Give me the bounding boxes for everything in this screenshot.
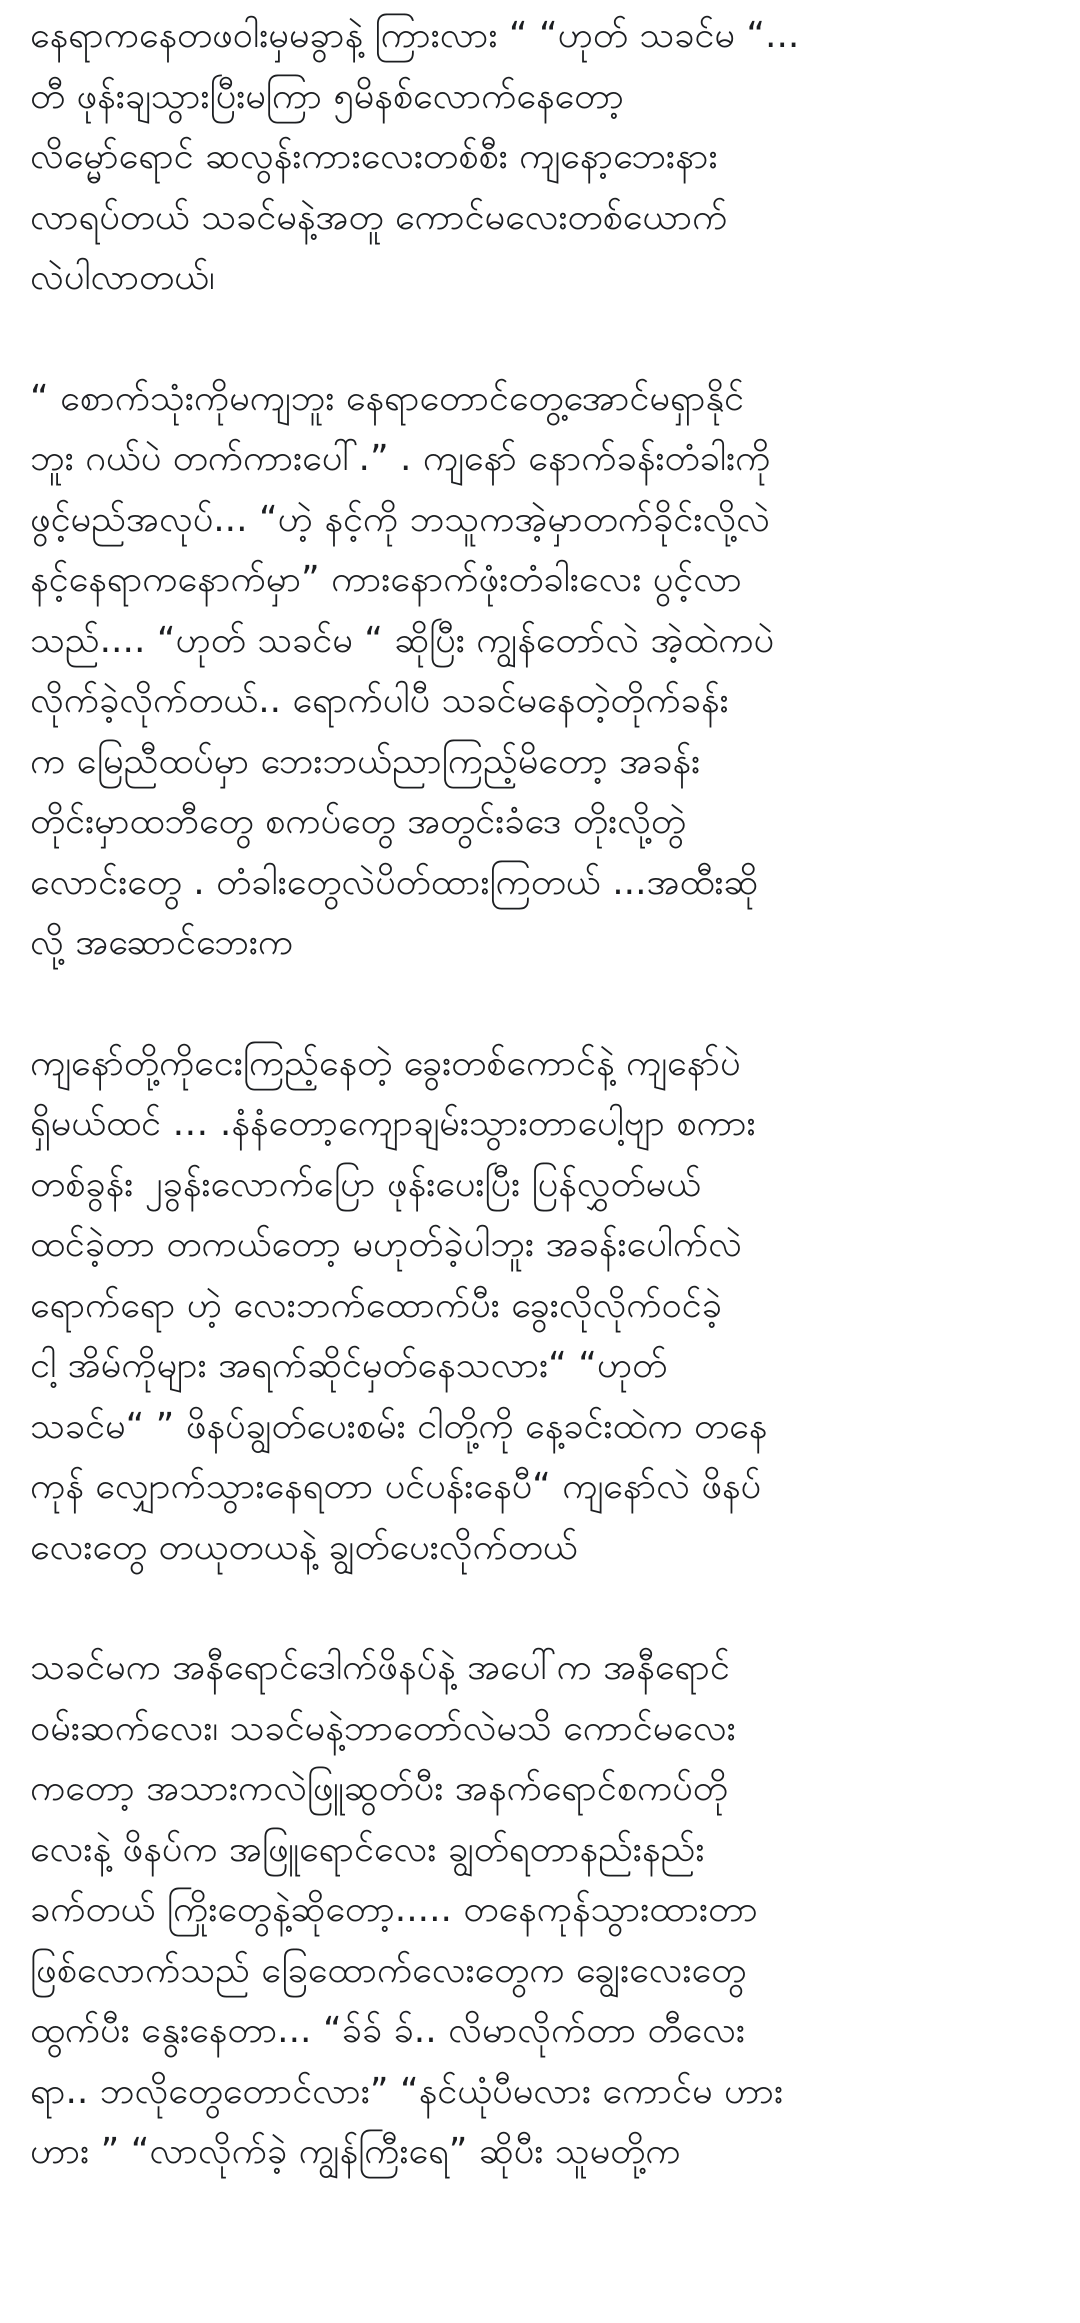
text-line: ထွက်ပီး နွေးနေတာ... “ခ်ခ် ခ်.. လိမာလိုက်တာ တီလေး: [30, 2010, 745, 2051]
text-line: ဖွင့်မည်အလုပ်... “ဟဲ့ နင့်ကို ဘသူကအဲ့မှာတက်ခိုင်းလို့လဲ: [30, 498, 770, 540]
paragraph: [30, 1638, 1050, 2183]
text-line: တီ ဖုန်းချသွားပြီးမကြာ ၅မိနစ်လောက်နေတော့: [30, 75, 624, 117]
text-line: လာရပ်တယ် သခင်မနဲ့အတူ ကောင်မလေးတစ်ယောက်: [30, 196, 728, 238]
text-line: ရာ.. ဘလိုတွေတောင်လား” “နင်ယုံပီမလား ကောင်မ ဟား: [30, 2070, 784, 2112]
text-line: လေးနဲ့ ဖိနပ်က အဖြူရောင်လေး ချွတ်ရတာနည်းနည်း: [30, 1828, 705, 1870]
paragraph: [30, 1034, 1050, 1579]
text-line: ခက်တယ် ကြိုးတွေနဲ့ဆိုတော့..... တနေကုန်သွားထားတာ: [30, 1889, 758, 1930]
text-line: ကုန် လျှောက်သွားနေရတာ ပင်ပန်းနေပီ“ ကျနော်လဲ ဖိနပ်: [30, 1466, 762, 1507]
text-line: ထင်ခဲ့တာ တကယ်တော့ မဟုတ်ခဲ့ပါဘူး အခန်းပေါက်လဲ: [30, 1224, 742, 1265]
text-line: လဲပါလာတယ်၊: [30, 257, 215, 298]
text-line: ဝမ်းဆက်လေး၊ သခင်မနဲ့ဘာတော်လဲမသိ ကောင်မလေး: [30, 1707, 736, 1749]
text-line: နင့်နေရာကနောက်မှာ” ကားနောက်ဖုံးတံခါးလေး ပွင့်လာ: [30, 559, 742, 600]
text-line: “ စောက်သုံးကိုမကျဘူး နေရာတောင်တွေ့အောင်မရှာနိုင်: [30, 377, 745, 419]
text-line: ရောက်ရော ဟဲ့ လေးဘက်ထောက်ပီး ခွေးလိုလိုက်ဝင်ခဲ့: [30, 1284, 722, 1326]
text-line: ရှိမယ်ထင် … .နံနံတော့ကျောချမ်းသွားတာပေါ့ဗျာ စကား: [30, 1103, 756, 1144]
text-line: ဟား ” “လာလိုက်ခဲ့ ကျွန်ကြီးရေ” ဆိုပီး သူမတို့က: [30, 2131, 681, 2172]
text-line: ငါ့ အိမ်ကိုများ အရက်ဆိုင်မှတ်နေသလား“ “ဟုတ်: [30, 1345, 668, 1386]
text-line: ကျနော်တို့ကိုငေးကြည့်နေတဲ့ ခွေးတစ်ကောင်နဲ့ ကျနော်ပဲ: [30, 1042, 741, 1084]
text-line: က မြေညီထပ်မှာ ဘေးဘယ်ညာကြည့်မိတော့ အခန်း: [30, 740, 701, 782]
text-line: လေးတွေ တယုတယနဲ့ ချွတ်ပေးလိုက်တယ်: [30, 1526, 578, 1568]
text-line: လို့ အဆောင်ဘေးက: [30, 922, 294, 963]
text-line: နေရာကနေတဖ၀ါးမှမခွာနဲ့ ကြားလား “ “ဟုတ် သခင်မ “...: [30, 15, 800, 56]
text-line: သည်.... “ဟုတ် သခင်မ “ ဆိုပြီး ကျွန်တော်လဲ အဲ့ထဲကပဲ: [30, 619, 775, 661]
text-line: ကတော့ အသားကလဲဖြူဆွတ်ပီး အနက်ရောင်စကပ်တို: [30, 1768, 728, 1809]
text-line: လိုက်ခဲ့လိုက်တယ်.. ရောက်ပါပီ သခင်မနေတဲ့တိုက်ခန်း: [30, 680, 729, 721]
paragraph: [30, 6, 1050, 309]
text-line: တိုင်းမှာထဘီတွေ စကပ်တွေ အတွင်းခံဒေ တိုးလို့တွဲ: [30, 801, 686, 842]
text-line: တစ်ခွန်း ၂ခွန်းလောက်ပြော ဖုန်းပေးပြီး ပြန်လွှတ်မယ်: [30, 1163, 702, 1205]
text-line: လိမ္မော်ရောင် ဆလွန်းကားလေးတစ်စီး ကျနော့ဘေးနား: [30, 136, 718, 177]
text-line: သခင်မက အနီရောင်ဒေါက်ဖိနပ်နဲ့ အပေါ်က အနီရောင်: [30, 1647, 730, 1688]
text-line: လောင်းတွေ . တံခါးတွေလဲပိတ်ထားကြတယ် ...အထီးဆို: [30, 861, 759, 903]
text-line: သခင်မ“ ” ဖိနပ်ချွတ်ပေးစမ်း ငါတို့ကို နေ့ခင်းထဲက တနေ: [30, 1405, 768, 1447]
paragraph-spacer: [30, 974, 1050, 1034]
paragraph-spacer: [30, 309, 1050, 369]
paragraph-spacer: [30, 1578, 1050, 1638]
post-body-text: [30, 6, 1050, 2183]
paragraph: [30, 369, 1050, 974]
text-line: ဘူး ဂယ်ပဲ တက်ကားပေါ်.” . ကျနော် နောက်ခန်းတံခါးကို: [30, 438, 771, 479]
text-line: ဖြစ်လောက်သည် ခြေထောက်လေးတွေက ချွေးလေးတွေ: [30, 1949, 747, 1991]
